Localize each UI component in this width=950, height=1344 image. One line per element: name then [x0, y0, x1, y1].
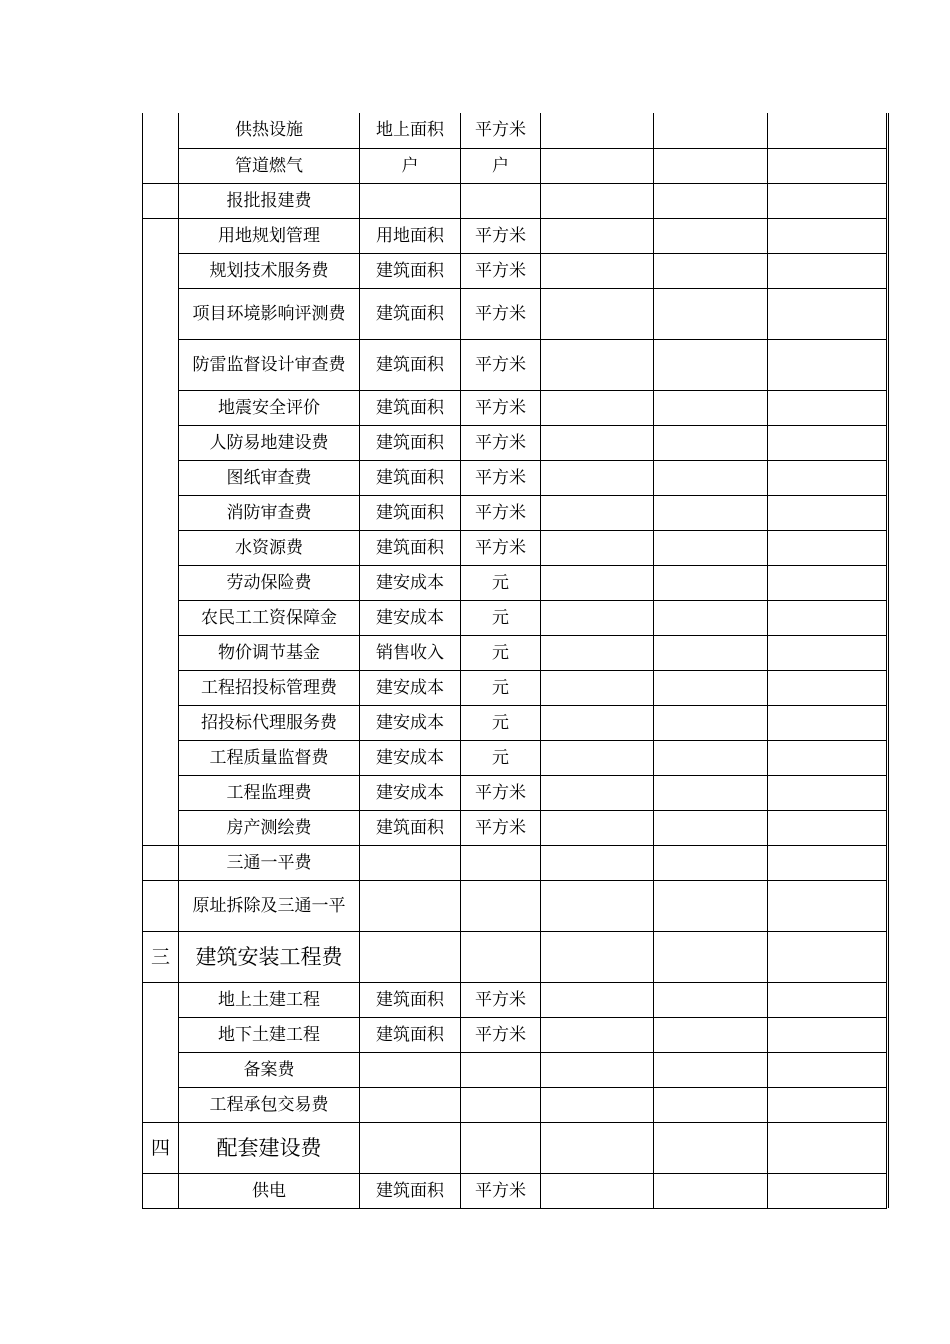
blank-value-cell — [541, 1087, 654, 1122]
unit-cell: 元 — [461, 670, 541, 705]
calc-basis-cell: 建安成本 — [360, 670, 461, 705]
item-name-cell: 配套建设费 — [179, 1122, 360, 1173]
blank-value-cell — [654, 600, 768, 635]
item-name-cell: 防雷监督设计审查费 — [179, 339, 360, 390]
blank-value-cell — [768, 740, 887, 775]
item-name-cell: 工程承包交易费 — [179, 1087, 360, 1122]
table-row — [143, 565, 887, 600]
blank-value-cell — [768, 880, 887, 931]
blank-value-cell — [768, 495, 887, 530]
calc-basis-cell: 建安成本 — [360, 775, 461, 810]
blank-value-cell — [768, 390, 887, 425]
item-name-cell: 用地规划管理 — [179, 218, 360, 253]
blank-value-cell — [541, 1052, 654, 1087]
unit-cell: 户 — [461, 148, 541, 183]
blank-value-cell — [541, 845, 654, 880]
unit-cell: 元 — [461, 635, 541, 670]
table-row — [143, 1122, 887, 1173]
item-name-cell: 工程质量监督费 — [179, 740, 360, 775]
calc-basis-cell: 建筑面积 — [360, 288, 461, 339]
row-index-cell — [143, 880, 179, 931]
table-row — [143, 1173, 887, 1208]
item-name-cell: 地上土建工程 — [179, 982, 360, 1017]
blank-value-cell — [541, 880, 654, 931]
blank-value-cell — [654, 530, 768, 565]
row-index-cell — [143, 113, 179, 183]
unit-cell: 平方米 — [461, 390, 541, 425]
blank-value-cell — [541, 600, 654, 635]
item-name-cell: 地震安全评价 — [179, 390, 360, 425]
table-row — [143, 810, 887, 845]
row-index-cell — [143, 982, 179, 1122]
table-row — [143, 982, 887, 1017]
blank-value-cell — [541, 982, 654, 1017]
blank-value-cell — [768, 113, 887, 148]
blank-value-cell — [768, 253, 887, 288]
blank-value-cell — [541, 390, 654, 425]
blank-value-cell — [541, 1017, 654, 1052]
blank-value-cell — [654, 1052, 768, 1087]
calc-basis-cell: 建筑面积 — [360, 1173, 461, 1208]
item-name-cell: 人防易地建设费 — [179, 425, 360, 460]
blank-value-cell — [654, 1087, 768, 1122]
unit-cell: 平方米 — [461, 495, 541, 530]
blank-value-cell — [541, 253, 654, 288]
table-row — [143, 775, 887, 810]
blank-value-cell — [654, 425, 768, 460]
unit-cell: 平方米 — [461, 425, 541, 460]
unit-cell: 平方米 — [461, 113, 541, 148]
blank-value-cell — [541, 460, 654, 495]
row-index-cell — [143, 845, 179, 880]
blank-value-cell — [768, 775, 887, 810]
item-name-cell: 规划技术服务费 — [179, 253, 360, 288]
blank-value-cell — [541, 288, 654, 339]
item-name-cell: 农民工工资保障金 — [179, 600, 360, 635]
table-row — [143, 705, 887, 740]
blank-value-cell — [768, 1087, 887, 1122]
blank-value-cell — [541, 670, 654, 705]
blank-value-cell — [768, 288, 887, 339]
blank-value-cell — [654, 339, 768, 390]
unit-cell: 平方米 — [461, 460, 541, 495]
calc-basis-cell — [360, 1122, 461, 1173]
table-row — [143, 1087, 887, 1122]
table-row — [143, 600, 887, 635]
item-name-cell: 管道燃气 — [179, 148, 360, 183]
calc-basis-cell: 建安成本 — [360, 705, 461, 740]
blank-value-cell — [654, 845, 768, 880]
calc-basis-cell — [360, 1087, 461, 1122]
table-row — [143, 253, 887, 288]
item-name-cell: 房产测绘费 — [179, 810, 360, 845]
blank-value-cell — [768, 670, 887, 705]
item-name-cell: 图纸审查费 — [179, 460, 360, 495]
calc-basis-cell: 建安成本 — [360, 740, 461, 775]
table-row — [143, 880, 887, 931]
item-name-cell: 三通一平费 — [179, 845, 360, 880]
blank-value-cell — [768, 460, 887, 495]
calc-basis-cell: 用地面积 — [360, 218, 461, 253]
blank-value-cell — [541, 775, 654, 810]
table-row — [143, 339, 887, 390]
blank-value-cell — [541, 931, 654, 982]
calc-basis-cell: 建筑面积 — [360, 530, 461, 565]
blank-value-cell — [654, 148, 768, 183]
blank-value-cell — [541, 425, 654, 460]
table-row — [143, 1017, 887, 1052]
table-row — [143, 530, 887, 565]
blank-value-cell — [654, 253, 768, 288]
unit-cell: 平方米 — [461, 218, 541, 253]
blank-value-cell — [654, 390, 768, 425]
blank-value-cell — [654, 495, 768, 530]
blank-value-cell — [654, 670, 768, 705]
blank-value-cell — [768, 1017, 887, 1052]
blank-value-cell — [654, 288, 768, 339]
blank-value-cell — [654, 982, 768, 1017]
table-row — [143, 460, 887, 495]
table-row — [143, 670, 887, 705]
item-name-cell: 水资源费 — [179, 530, 360, 565]
unit-cell: 平方米 — [461, 1173, 541, 1208]
table-row — [143, 183, 887, 218]
calc-basis-cell: 户 — [360, 148, 461, 183]
unit-cell: 平方米 — [461, 530, 541, 565]
blank-value-cell — [654, 1122, 768, 1173]
table-row — [143, 1052, 887, 1087]
blank-value-cell — [541, 148, 654, 183]
item-name-cell: 招投标代理服务费 — [179, 705, 360, 740]
blank-value-cell — [768, 530, 887, 565]
blank-value-cell — [541, 705, 654, 740]
blank-value-cell — [768, 565, 887, 600]
cost-table-sheet — [142, 113, 886, 1208]
unit-cell — [461, 880, 541, 931]
item-name-cell: 消防审查费 — [179, 495, 360, 530]
blank-value-cell — [541, 339, 654, 390]
blank-value-cell — [541, 740, 654, 775]
blank-value-cell — [654, 113, 768, 148]
blank-value-cell — [654, 218, 768, 253]
calc-basis-cell: 建筑面积 — [360, 390, 461, 425]
calc-basis-cell — [360, 880, 461, 931]
blank-value-cell — [654, 810, 768, 845]
table-row — [143, 425, 887, 460]
blank-value-cell — [541, 635, 654, 670]
calc-basis-cell: 建筑面积 — [360, 810, 461, 845]
calc-basis-cell: 建安成本 — [360, 565, 461, 600]
unit-cell: 元 — [461, 565, 541, 600]
unit-cell — [461, 1087, 541, 1122]
table-row — [143, 390, 887, 425]
blank-value-cell — [541, 495, 654, 530]
blank-value-cell — [768, 705, 887, 740]
blank-value-cell — [768, 218, 887, 253]
unit-cell — [461, 931, 541, 982]
table-row — [143, 845, 887, 880]
calc-basis-cell — [360, 1052, 461, 1087]
cost-table — [142, 113, 887, 1209]
calc-basis-cell: 建筑面积 — [360, 253, 461, 288]
item-name-cell: 项目环境影响评测费 — [179, 288, 360, 339]
unit-cell: 平方米 — [461, 288, 541, 339]
item-name-cell: 建筑安装工程费 — [179, 931, 360, 982]
blank-value-cell — [654, 460, 768, 495]
blank-value-cell — [768, 1122, 887, 1173]
table-row — [143, 931, 887, 982]
table-row — [143, 218, 887, 253]
blank-value-cell — [768, 425, 887, 460]
calc-basis-cell: 建筑面积 — [360, 339, 461, 390]
calc-basis-cell: 建筑面积 — [360, 425, 461, 460]
blank-value-cell — [768, 339, 887, 390]
blank-value-cell — [654, 775, 768, 810]
blank-value-cell — [768, 845, 887, 880]
item-name-cell: 工程招投标管理费 — [179, 670, 360, 705]
blank-value-cell — [768, 1052, 887, 1087]
table-row — [143, 635, 887, 670]
blank-value-cell — [768, 931, 887, 982]
item-name-cell: 物价调节基金 — [179, 635, 360, 670]
blank-value-cell — [768, 635, 887, 670]
unit-cell — [461, 845, 541, 880]
calc-basis-cell — [360, 845, 461, 880]
blank-value-cell — [768, 810, 887, 845]
calc-basis-cell: 建筑面积 — [360, 982, 461, 1017]
blank-value-cell — [654, 880, 768, 931]
item-name-cell: 供电 — [179, 1173, 360, 1208]
unit-cell — [461, 1122, 541, 1173]
calc-basis-cell: 建筑面积 — [360, 1017, 461, 1052]
calc-basis-cell: 建安成本 — [360, 600, 461, 635]
row-index-cell — [143, 183, 179, 218]
blank-value-cell — [654, 705, 768, 740]
unit-cell: 元 — [461, 740, 541, 775]
table-row — [143, 740, 887, 775]
item-name-cell: 备案费 — [179, 1052, 360, 1087]
calc-basis-cell: 建筑面积 — [360, 495, 461, 530]
unit-cell: 平方米 — [461, 810, 541, 845]
unit-cell — [461, 183, 541, 218]
calc-basis-cell: 地上面积 — [360, 113, 461, 148]
unit-cell: 平方米 — [461, 253, 541, 288]
blank-value-cell — [768, 1173, 887, 1208]
item-name-cell: 原址拆除及三通一平 — [179, 880, 360, 931]
blank-value-cell — [768, 148, 887, 183]
table-row — [143, 148, 887, 183]
item-name-cell: 劳动保险费 — [179, 565, 360, 600]
blank-value-cell — [654, 565, 768, 600]
calc-basis-cell: 销售收入 — [360, 635, 461, 670]
calc-basis-cell — [360, 931, 461, 982]
blank-value-cell — [654, 183, 768, 218]
row-index-cell: 三 — [143, 931, 179, 982]
row-index-cell — [143, 1173, 179, 1208]
blank-value-cell — [541, 1122, 654, 1173]
blank-value-cell — [768, 600, 887, 635]
unit-cell — [461, 1052, 541, 1087]
blank-value-cell — [541, 565, 654, 600]
blank-value-cell — [541, 218, 654, 253]
item-name-cell: 地下土建工程 — [179, 1017, 360, 1052]
blank-value-cell — [654, 931, 768, 982]
unit-cell: 平方米 — [461, 339, 541, 390]
blank-value-cell — [768, 183, 887, 218]
unit-cell: 平方米 — [461, 775, 541, 810]
unit-cell: 平方米 — [461, 1017, 541, 1052]
item-name-cell: 供热设施 — [179, 113, 360, 148]
blank-value-cell — [541, 113, 654, 148]
table-row — [143, 495, 887, 530]
item-name-cell: 工程监理费 — [179, 775, 360, 810]
blank-value-cell — [541, 530, 654, 565]
unit-cell: 元 — [461, 705, 541, 740]
blank-value-cell — [541, 1173, 654, 1208]
table-row — [143, 113, 887, 148]
blank-value-cell — [654, 1017, 768, 1052]
calc-basis-cell — [360, 183, 461, 218]
blank-value-cell — [654, 740, 768, 775]
blank-value-cell — [654, 1173, 768, 1208]
unit-cell: 平方米 — [461, 982, 541, 1017]
cost-table-body — [143, 113, 887, 1208]
row-index-cell — [143, 218, 179, 845]
item-name-cell: 报批报建费 — [179, 183, 360, 218]
blank-value-cell — [541, 810, 654, 845]
blank-value-cell — [768, 982, 887, 1017]
blank-value-cell — [541, 183, 654, 218]
unit-cell: 元 — [461, 600, 541, 635]
table-row — [143, 288, 887, 339]
row-index-cell: 四 — [143, 1122, 179, 1173]
calc-basis-cell: 建筑面积 — [360, 460, 461, 495]
blank-value-cell — [654, 635, 768, 670]
